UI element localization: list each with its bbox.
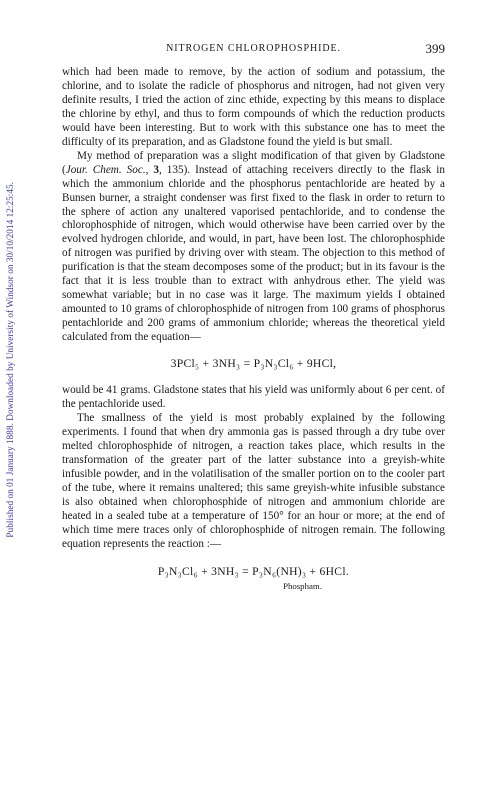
equation-label-phospham: Phospham. <box>283 581 322 592</box>
journal-citation: Jour. Chem. Soc. <box>65 163 146 176</box>
citation-separator: , <box>145 163 154 176</box>
download-watermark-text: Published on 01 January 1888. Downloaded by University of Windsor on 30/10/2014 12:25:45. <box>5 182 15 538</box>
page-number: 399 <box>425 41 445 56</box>
paragraph-text: , 135). Instead of attaching receivers directly to the flask in which the ammonium chloride and the phosphorus pentachloride are heated by a Bunsen burner, a straight condenser was first fixed to the flask in order to return to the sphere of action any unaltered vaporised pentachloride, and to condense the chlorophosphide of nitrogen, which would otherwise have been carried over by the evolved hydrogen chloride, and would, in part, have been lost. The chlorophosphide of nitrogen was purified by driving over with steam. The objection to this method of purification is that the steam decomposes some of the product; but in its favour is the fact that it is less trouble than to extract with anhydrous ether. The yield was somewhat variable; but in no case was it large. The maximum yields I obtained amounted to 10 grams of chlorophosphide of nitrogen from 100 grams of phosphorus pentachloride and 200 grams of ammonium chloride; whereas the theoretical yield calculated from the equation— <box>62 163 445 344</box>
paragraph-yield: would be 41 grams. Gladstone states that his yield was uniformly about 6 per cent. of the pentachloride used. <box>62 384 445 410</box>
download-watermark <box>3 70 17 650</box>
page-header <box>62 41 445 57</box>
paragraph-preparation <box>62 150 445 345</box>
paragraph-experiments: The smallness of the yield is most probably explained by the following experiments. I found that when dry ammonia gas is passed through a dry tube over melted chlorophosphide of nitrogen, a reaction takes place, which results in the transformation of the greater part of the latter substance into a greyish-white infusible powder, and in the volatilisation of the smaller portion on to the cooler part of the tube, where it remains unaltered; this same greyish-white infusible substance is also obtained when chlorophosphide of nitrogen and ammonium chloride are heated in a sealed tube at a temperature of 150° for an hour or more; at the end of which time mere traces only of chlorophosphide of nitrogen remain. The following equation represents the reaction :— <box>62 411 445 550</box>
citation-volume: 3 <box>153 163 160 176</box>
paragraph-continued: which had been made to remove, by the action of sodium and potassium, the chlorine, and to isolate the radicle of phosphorus and nitrogen, had not given very definite results, I tried the action of zinc ethide, expecting by this means to displace the chlorine by ethyl, and thus to form compounds of which the reduction products would have been interesting. But to work with this substance one has to meet the difficulty of its preparation, and as Gladstone found the yield is but small. <box>62 66 445 148</box>
paragraph-text: My method of preparation was a slight modification of that given by Gladstone ( <box>62 149 445 176</box>
article-body <box>62 66 445 594</box>
equation-phospham: P₃N₃Cl₆ + 3NH₃ = P₃N₆(NH)₃ + 6HCl. <box>157 565 350 579</box>
running-head: NITROGEN CHLOROPHOSPHIDE. <box>166 43 341 54</box>
equation-preparation: 3PCl₅ + 3NH₃ = P₃N₃Cl₆ + 9HCl, <box>170 357 337 371</box>
